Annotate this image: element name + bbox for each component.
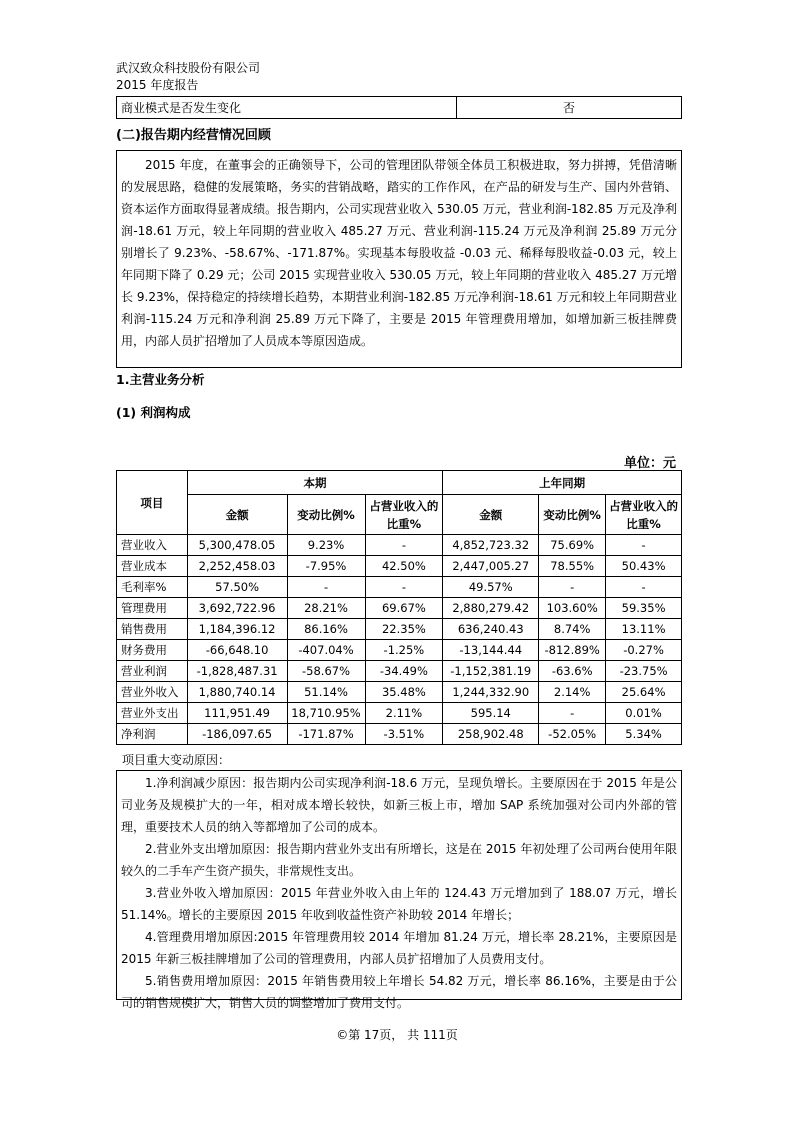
- sub-current-share: 占营业收入的比重%: [365, 495, 443, 535]
- heading-main-business: 1.主营业务分析: [116, 372, 205, 387]
- cell-name: 管理费用: [117, 598, 188, 619]
- table-row: [117, 577, 682, 598]
- cell-pri-change: -812.89%: [539, 640, 606, 661]
- cell-name: 财务费用: [117, 640, 188, 661]
- cell-cur-share: -34.49%: [365, 661, 443, 682]
- cell-name: 营业成本: [117, 556, 188, 577]
- cell-pri-amount: 1,244,332.90: [443, 682, 539, 703]
- business-model-label: 商业模式是否发生变化: [117, 97, 457, 119]
- table-row: [117, 598, 682, 619]
- cell-pri-change: -52.05%: [539, 724, 606, 745]
- review-paragraph: 2015 年度，在董事会的正确领导下，公司的管理团队带领全体员工积极进取，努力拼搏，凭借清晰的发展思路，稳健的发展策略，务实的营销战略，踏实的工作作风，在产品的研发与生产、国内外营销、资本运作方面取得显著成绩。报告期内，公司实现营业收入 530.05 万元，营业利润-182.85 万元及净利润-18.61 万元，较上年同期的营业收入 485.27 万元、营业利润-115.24 万元及净利润 25.89 万元分别增长了 9.23%、-58.67%、-171.87%。实现基本每股收益 -0.03 元、稀释每股收益-0.03 元，较上年同期下降了 0.29 元；公司 2015 实现营业收入 530.05 万元，较上年同期的营业收入 485.27 万元增长 9.23%，保持稳定的持续增长趋势，本期营业利润-182.85 万元净利润-18.61 万元和较上年同期营业利润-115.24 万元和净利润 25.89 万元下降了，主要是 2015 年管理费用增加，如增加新三板挂牌费用，内部人员扩招增加了人员成本等原因造成。: [121, 158, 677, 348]
- cell-pri-change: 8.74%: [539, 619, 606, 640]
- reason-item: 4.管理费用增加原因:2015 年管理费用较 2014 年增加 81.24 万元，增长率 28.21%，主要原因是 2015 年新三板挂牌增加了公司的管理费用，内部人员扩招增加了人员费用支付。: [121, 930, 677, 966]
- reason-item: 5.销售费用增加原因：2015 年销售费用较上年增长 54.82 万元，增长率 86.16%，主要是由于公司的销售规模扩大，销售人员的调整增加了费用支付。: [121, 974, 677, 1010]
- table-header-row: [117, 471, 682, 495]
- cell-cur-share: 35.48%: [365, 682, 443, 703]
- reason-item: 2.营业外支出增加原因：报告期内营业外支出有所增长，这是在 2015 年初处理了公司两台使用年限较久的二手车产生资产损失，非常规性支出。: [121, 842, 677, 878]
- profit-table: [116, 470, 682, 745]
- cell-cur-share: -3.51%: [365, 724, 443, 745]
- table-row: [117, 535, 682, 556]
- cell-pri-amount: -1,152,381.19: [443, 661, 539, 682]
- cell-pri-change: 78.55%: [539, 556, 606, 577]
- cell-pri-share: -0.27%: [606, 640, 682, 661]
- cell-cur-share: -1.25%: [365, 640, 443, 661]
- cell-cur-amount: 2,252,458.03: [187, 556, 287, 577]
- group-prior: 上年同期: [443, 471, 682, 495]
- cell-cur-share: 2.11%: [365, 703, 443, 724]
- sub-prior-amount: 金额: [443, 495, 539, 535]
- group-current: 本期: [187, 471, 443, 495]
- cell-cur-share: -: [365, 535, 443, 556]
- cell-cur-change: 18,710.95%: [287, 703, 365, 724]
- table-row: [117, 556, 682, 577]
- table-row: [117, 724, 682, 745]
- cell-cur-change: 9.23%: [287, 535, 365, 556]
- cell-pri-share: 59.35%: [606, 598, 682, 619]
- cell-pri-change: -63.6%: [539, 661, 606, 682]
- cell-cur-amount: -186,097.65: [187, 724, 287, 745]
- cell-cur-change: -58.67%: [287, 661, 365, 682]
- business-model-value: 否: [457, 97, 682, 119]
- cell-pri-share: 0.01%: [606, 703, 682, 724]
- cell-pri-share: 25.64%: [606, 682, 682, 703]
- cell-pri-amount: -13,144.44: [443, 640, 539, 661]
- cell-pri-change: 75.69%: [539, 535, 606, 556]
- cell-cur-amount: 5,300,478.05: [187, 535, 287, 556]
- cell-pri-amount: 258,902.48: [443, 724, 539, 745]
- table-row: [117, 682, 682, 703]
- cell-name: 营业利润: [117, 661, 188, 682]
- cell-pri-share: 50.43%: [606, 556, 682, 577]
- cell-name: 毛利率%: [117, 577, 188, 598]
- cell-pri-share: -: [606, 535, 682, 556]
- cell-cur-amount: 111,951.49: [187, 703, 287, 724]
- unit-label: 单位：元: [623, 456, 676, 471]
- reason-item: 3.营业外收入增加原因：2015 年营业外收入由上年的 124.43 万元增加到了 188.07 万元，增长 51.14%。增长的主要原因 2015 年收到收益性资产补助较 2014 年增长；: [121, 886, 677, 922]
- reasons-box: [116, 770, 682, 1010]
- cell-cur-share: 42.50%: [365, 556, 443, 577]
- cell-pri-amount: 2,880,279.42: [443, 598, 539, 619]
- table-row: [117, 661, 682, 682]
- sub-current-amount: 金额: [187, 495, 287, 535]
- cell-pri-amount: 49.57%: [443, 577, 539, 598]
- cell-pri-amount: 2,447,005.27: [443, 556, 539, 577]
- reasons-title: 项目重大变动原因：: [122, 753, 231, 767]
- cell-pri-change: 103.60%: [539, 598, 606, 619]
- table-row: [117, 640, 682, 661]
- cell-cur-change: 28.21%: [287, 598, 365, 619]
- review-box: [116, 150, 682, 368]
- cell-cur-amount: 57.50%: [187, 577, 287, 598]
- table-row: [117, 619, 682, 640]
- cell-cur-amount: 3,692,722.96: [187, 598, 287, 619]
- cell-cur-amount: -1,828,487.31: [187, 661, 287, 682]
- cell-name: 净利润: [117, 724, 188, 745]
- business-model-table: [116, 96, 682, 119]
- cell-cur-share: 22.35%: [365, 619, 443, 640]
- cell-cur-change: -171.87%: [287, 724, 365, 745]
- reason-item: 1.净利润减少原因：报告期内公司实现净利润-18.6 万元，呈现负增长。主要原因在于 2015 年是公司业务及规模扩大的一年，相对成本增长较快，如新三板上市，增加 SAP 系统加强对公司内外部的管理，重要技术人员的纳入等都增加了公司的成本。: [121, 776, 677, 834]
- heading-profit: (1) 利润构成: [116, 405, 191, 420]
- cell-pri-share: -23.75%: [606, 661, 682, 682]
- cell-cur-amount: 1,880,740.14: [187, 682, 287, 703]
- table-row: [117, 703, 682, 724]
- sub-prior-share: 占营业收入的比重%: [606, 495, 682, 535]
- cell-name: 营业收入: [117, 535, 188, 556]
- table-subheader-row: [117, 495, 682, 535]
- cell-pri-change: -: [539, 577, 606, 598]
- cell-cur-change: -407.04%: [287, 640, 365, 661]
- table-row: [117, 97, 682, 119]
- cell-cur-change: 51.14%: [287, 682, 365, 703]
- cell-cur-amount: 1,184,396.12: [187, 619, 287, 640]
- cell-cur-change: 86.16%: [287, 619, 365, 640]
- cell-pri-amount: 4,852,723.32: [443, 535, 539, 556]
- cell-cur-change: -7.95%: [287, 556, 365, 577]
- cell-cur-share: 69.67%: [365, 598, 443, 619]
- page-footer: ©第 17页， 共 111页: [336, 1028, 458, 1042]
- cell-cur-change: -: [287, 577, 365, 598]
- section-title: (二)报告期内经营情况回顾: [116, 128, 271, 143]
- cell-pri-share: 5.34%: [606, 724, 682, 745]
- sub-current-change: 变动比例%: [287, 495, 365, 535]
- col-item: 项目: [117, 471, 188, 535]
- cell-cur-share: -: [365, 577, 443, 598]
- cell-pri-change: 2.14%: [539, 682, 606, 703]
- cell-cur-amount: -66,648.10: [187, 640, 287, 661]
- sub-prior-change: 变动比例%: [539, 495, 606, 535]
- cell-name: 营业外收入: [117, 682, 188, 703]
- company-name: 武汉致众科技股份有限公司: [116, 61, 261, 75]
- cell-pri-share: -: [606, 577, 682, 598]
- cell-pri-amount: 595.14: [443, 703, 539, 724]
- cell-pri-amount: 636,240.43: [443, 619, 539, 640]
- cell-pri-change: -: [539, 703, 606, 724]
- cell-name: 营业外支出: [117, 703, 188, 724]
- report-title: 2015 年度报告: [116, 78, 199, 92]
- cell-pri-share: 13.11%: [606, 619, 682, 640]
- cell-name: 销售费用: [117, 619, 188, 640]
